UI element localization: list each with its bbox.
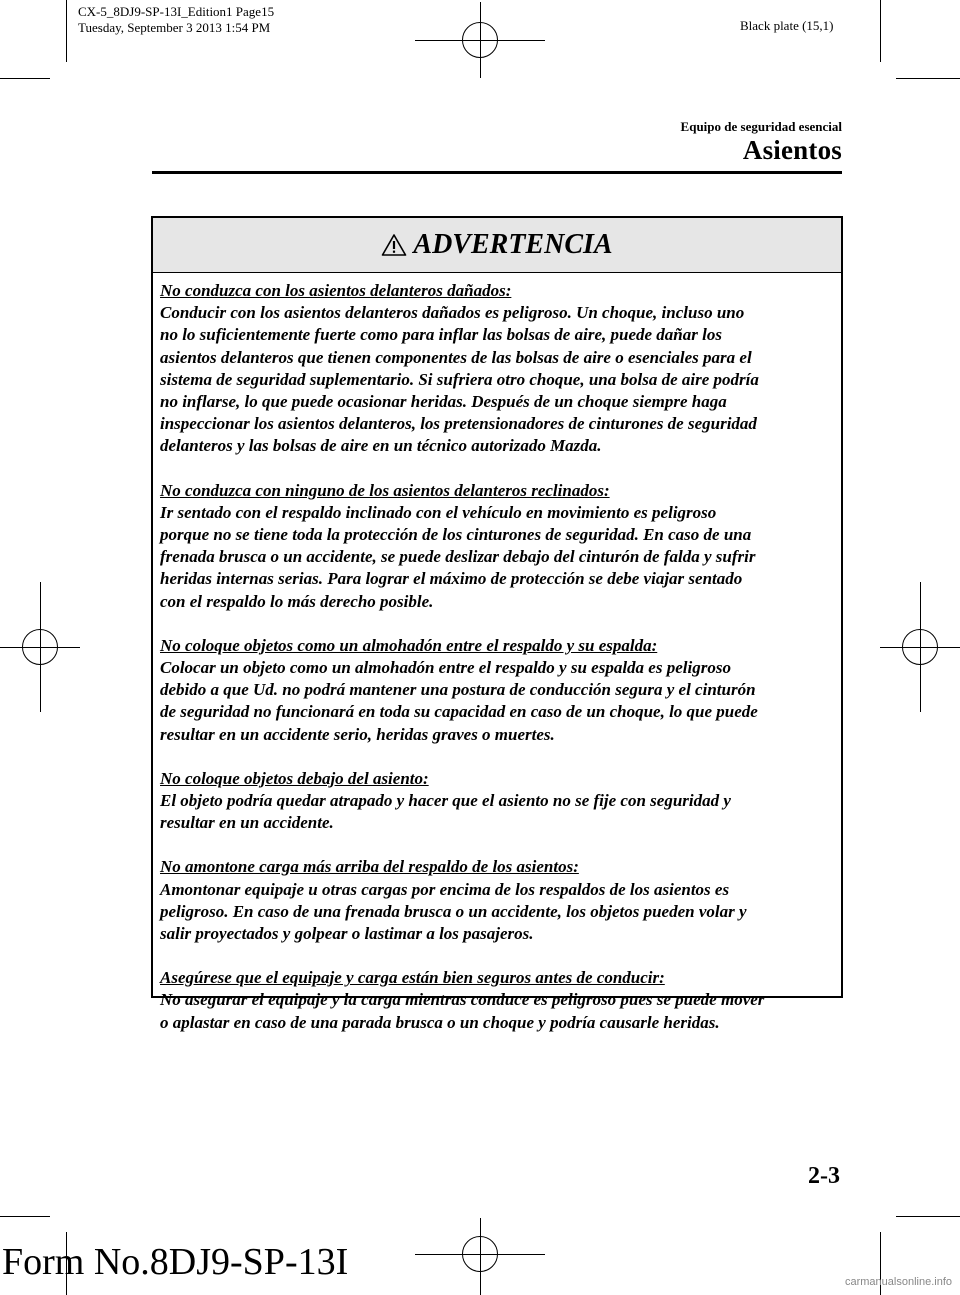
warning-paragraph (160, 480, 829, 613)
warning-paragraph-line: El objeto podría quedar atrapado y hacer que el asiento no se fije con seguridad y (160, 791, 731, 811)
warning-paragraph-line: salir proyectados y golpear o lastimar a los pasajeros. (160, 924, 534, 944)
warning-box (151, 216, 843, 1032)
warning-paragraph (160, 967, 829, 1034)
warning-body (153, 273, 841, 1034)
warning-header (153, 218, 841, 273)
warning-paragraph (160, 768, 829, 835)
warning-paragraph-line: Conducir con los asientos delanteros dañados es peligroso. Un choque, incluso uno (160, 303, 745, 323)
warning-paragraph-line: porque no se tiene toda la protección de los cinturones de seguridad. En caso de una (160, 525, 752, 545)
warning-paragraph-line: no inflarse, lo que puede ocasionar heridas. Después de un choque siempre haga (160, 392, 727, 412)
warning-paragraph-line: de seguridad no funcionará en toda su capacidad en caso de un choque, lo que puede (160, 702, 758, 722)
warning-paragraph-line: sistema de seguridad suplementario. Si sufriera otro choque, una bolsa de aire podría (160, 369, 759, 389)
warning-paragraph-heading: No amontone carga más arriba del respaldo de los asientos: (160, 857, 579, 877)
warning-paragraph-line: resultar en un accidente. (160, 813, 334, 833)
warning-triangle-icon (381, 233, 407, 257)
warning-paragraph-line: frenada brusca o un accidente, se puede deslizar debajo del cinturón de falda y sufrir (160, 547, 756, 567)
warning-paragraph-heading: Asegúrese que el equipaje y carga están bien seguros antes de conducir: (160, 968, 665, 988)
warning-paragraph-line: no lo suficientemente fuerte como para inflar las bolsas de aire, puede dañar los (160, 325, 722, 345)
print-datetime: Tuesday, September 3 2013 1:54 PM (78, 20, 271, 35)
warning-paragraph-heading: No coloque objetos como un almohadón entre el respaldo y su espalda: (160, 635, 658, 655)
doc-id: CX-5_8DJ9-SP-13I_Edition1 Page15 (78, 4, 275, 19)
warning-paragraph-line: inspeccionar los asientos delanteros, los pretensionadores de cinturones de seguridad (160, 414, 757, 434)
warning-paragraph-line: Ir sentado con el respaldo inclinado con el vehículo en movimiento es peligroso (160, 502, 717, 522)
section-subtitle: Equipo de seguridad esencial (680, 119, 842, 134)
warning-paragraph (160, 635, 829, 746)
warning-paragraph-heading: No conduzca con los asientos delanteros dañados: (160, 281, 512, 300)
warning-title: ADVERTENCIA (413, 229, 613, 260)
page-number: 2-3 (808, 1163, 840, 1189)
warning-paragraph (160, 280, 829, 458)
warning-paragraph (160, 856, 829, 945)
form-number: Form No.8DJ9-SP-13I (2, 1241, 349, 1283)
warning-paragraph-line: Amontonar equipaje u otras cargas por encima de los respaldos de los asientos es (160, 879, 730, 899)
warning-paragraph-line: debido a que Ud. no podrá mantener una postura de conducción segura y el cinturón (160, 680, 756, 700)
warning-paragraph-heading: No conduzca con ninguno de los asientos delanteros reclinados: (160, 480, 610, 500)
warning-paragraph-line: o aplastar en caso de una parada brusca o un choque y podría causarle heridas. (160, 1012, 720, 1032)
warning-paragraph-line: resultar en un accidente serio, heridas graves o muertes. (160, 724, 555, 744)
warning-paragraph-line: No asegurar el equipaje y la carga mientras conduce es peligroso pues se puede mover (160, 990, 765, 1010)
warning-paragraph-line: delanteros y las bolsas de aire en un técnico autorizado Mazda. (160, 436, 602, 456)
warning-paragraph-heading: No coloque objetos debajo del asiento: (160, 768, 429, 788)
warning-paragraph-line: con el respaldo lo más derecho posible. (160, 591, 434, 611)
plate-label: Black plate (15,1) (740, 18, 834, 33)
warning-paragraph-line: Colocar un objeto como un almohadón entre el respaldo y su espalda es peligroso (160, 658, 731, 678)
warning-paragraph-line: peligroso. En caso de una frenada brusca o un accidente, los objetos pueden volar y (160, 901, 747, 921)
warning-paragraph-line: asientos delanteros que tienen componentes de las bolsas de aire o esenciales para el (160, 347, 752, 367)
warning-paragraph-line: heridas internas serias. Para lograr el máximo de protección se debe viajar sentado (160, 569, 743, 589)
print-metadata (78, 4, 274, 36)
watermark: carmanualsonline.info (844, 1276, 952, 1288)
header-rule (152, 171, 842, 174)
page-title: Asientos (742, 135, 842, 165)
